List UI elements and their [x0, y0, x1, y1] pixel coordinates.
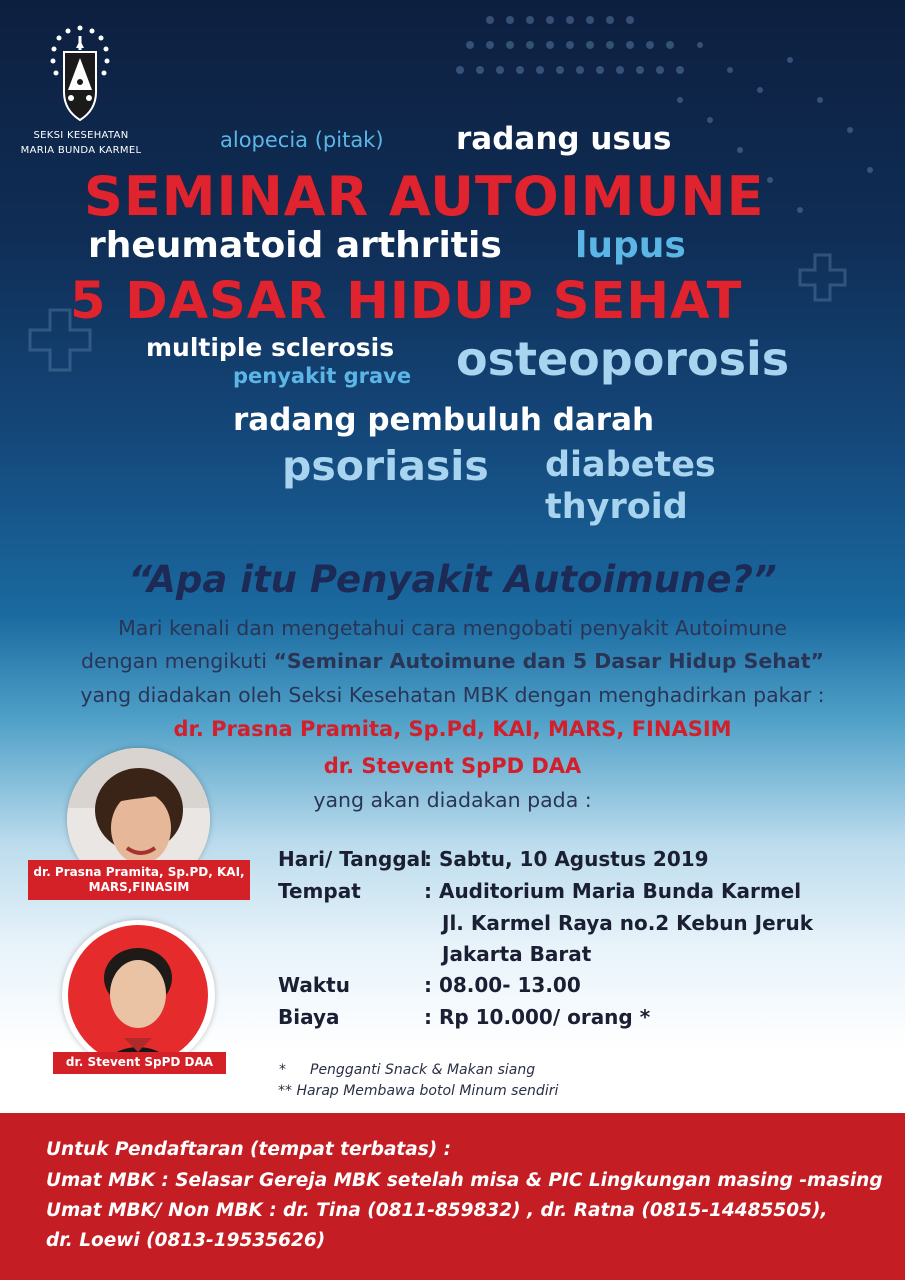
word-multiple-sclerosis: multiple sclerosis: [146, 333, 395, 362]
org-line-1: SEKSI KESEHATAN: [33, 130, 129, 141]
tempat-label: Tempat: [278, 879, 361, 903]
headline-seminar-autoimune: SEMINAR AUTOIMUNE: [84, 165, 765, 228]
speaker-2-portrait: [62, 920, 215, 1070]
word-thyroid: thyroid: [545, 487, 688, 527]
intro-line-1: Mari kenali dan mengetahui cara mengobati penyakit Autoimune: [118, 616, 787, 640]
tempat-value-2: Jl. Karmel Raya no.2 Kebun Jeruk: [442, 911, 814, 935]
word-diabetes: diabetes: [545, 445, 716, 485]
footer-line-1: Untuk Pendaftaran (tempat terbatas) :: [46, 1139, 452, 1160]
footer-line-3: Umat MBK/ Non MBK : dr. Tina (0811-859832) , dr. Ratna (0815-14485505),: [46, 1200, 828, 1221]
note-1-mark: *: [279, 1062, 286, 1078]
hari-value: : Sabtu, 10 Agustus 2019: [424, 847, 709, 871]
note-2: ** Harap Membawa botol Minum sendiri: [278, 1083, 559, 1099]
seminar-title-quote: “Seminar Autoimune dan 5 Dasar Hidup Sehat”: [273, 649, 825, 673]
doctor-2-name: dr. Stevent SpPD DAA: [323, 754, 582, 778]
headline-5-dasar-hidup-sehat: 5 DASAR HIDUP SEHAT: [70, 272, 743, 331]
note-1: Pengganti Snack & Makan siang: [310, 1062, 536, 1078]
word-radang-pembuluh-darah: radang pembuluh darah: [233, 402, 655, 438]
waktu-label: Waktu: [278, 973, 350, 997]
speaker-1-caption-line-1: dr. Prasna Pramita, Sp.PD, KAI,: [33, 865, 245, 879]
carmelite-logo: [44, 22, 116, 122]
org-line-2: MARIA BUNDA KARMEL: [20, 145, 142, 156]
intro-line-2-text: dengan mengikuti: [80, 649, 274, 673]
intro-line-2: [0, 649, 905, 673]
organization-name: [0, 128, 162, 158]
tempat-value-1: : Auditorium Maria Bunda Karmel: [424, 879, 802, 903]
word-radang-usus: radang usus: [456, 121, 672, 157]
word-rheumatoid-arthritis: rheumatoid arthritis: [88, 225, 502, 266]
tempat-value-3: Jakarta Barat: [442, 942, 592, 966]
intro-line-4: yang akan diadakan pada :: [313, 788, 592, 812]
word-lupus: lupus: [575, 225, 686, 266]
quote-title: “Apa itu Penyakit Autoimune?”: [128, 558, 777, 601]
doctor-1-name: dr. Prasna Pramita, Sp.Pd, KAI, MARS, FINASIM: [173, 717, 732, 741]
speaker-1-caption: [28, 860, 250, 900]
speaker-2-caption: dr. Stevent SpPD DAA: [53, 1052, 226, 1074]
footer-line-2: Umat MBK : Selasar Gereja MBK setelah misa & PIC Lingkungan masing -masing: [46, 1170, 883, 1191]
hari-label: Hari/ Tanggal: [278, 847, 428, 871]
speaker-2-photo: [62, 920, 215, 1070]
intro-line-3: yang diadakan oleh Seksi Kesehatan MBK dengan menghadirkan pakar :: [80, 683, 825, 707]
waktu-value: : 08.00- 13.00: [424, 973, 581, 997]
footer-line-4: dr. Loewi (0813-19535626): [46, 1230, 326, 1251]
word-penyakit-grave: penyakit grave: [233, 364, 412, 388]
word-alopecia: alopecia (pitak): [220, 128, 384, 152]
biaya-label: Biaya: [278, 1005, 340, 1029]
biaya-value: : Rp 10.000/ orang *: [424, 1005, 651, 1029]
word-osteoporosis: osteoporosis: [456, 332, 790, 386]
speaker-1-caption-line-2: MARS,FINASIM: [88, 880, 190, 894]
word-psoriasis: psoriasis: [282, 442, 489, 490]
